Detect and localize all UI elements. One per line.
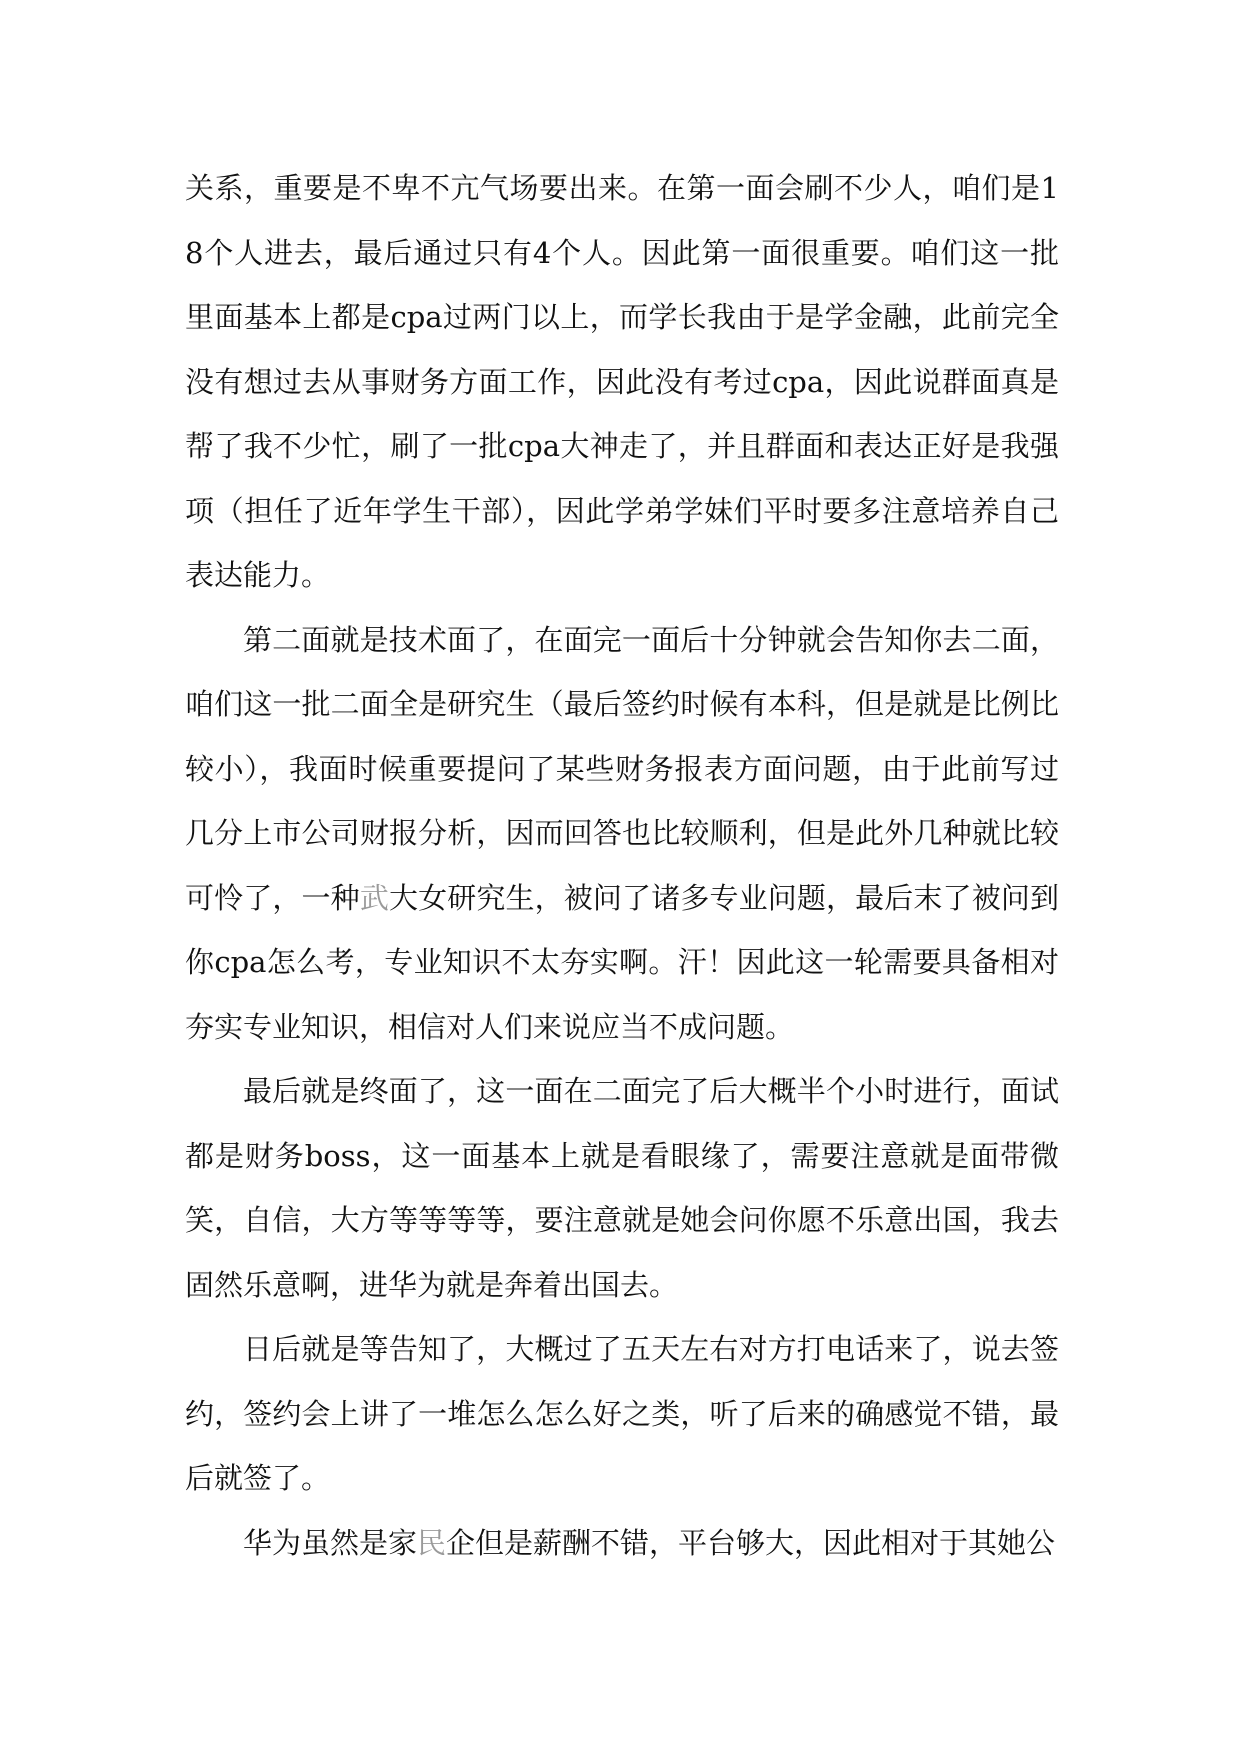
paragraph-2 — [185, 608, 1059, 1060]
paragraph-4: 日后就是等告知了，大概过了五天左右对方打电话来了，说去签约，签约会上讲了一堆怎么怎么好之类，听了后来的确感觉不错，最后就签了。 — [185, 1332, 1059, 1495]
paragraph-2-faint-character: 武 — [359, 880, 389, 915]
document-body — [185, 156, 1059, 1575]
paragraph-5 — [185, 1511, 1059, 1576]
paragraph-1: 关系，重要是不卑不亢气场要出来。在第一面会刷不少人，咱们是18个人进去，最后通过只有4个人。因此第一面很重要。咱们这一批里面基本上都是cpa过两门以上，而学长我由于是学金融，此前完全没有想过去从事财务方面工作，因此没有考过cpa，因此说群面真是帮了我不少忙，刷了一批cpa大神走了，并且群面和表达正好是我强项（担任了近年学生干部），因此学弟学妹们平时要多注意培养自己表达能力。 — [185, 171, 1059, 592]
paragraph-2-text-before: 第二面就是技术面了，在面完一面后十分钟就会告知你去二面，咱们这一批二面全是研究生（最后签约时候有本科，但是就是比例比较小），我面时候重要提问了某些财务报表方面问题，由于此前写过几分上市公司财报分析，因而回答也比较顺利，但是此外几种就比较可怜了，一种 — [185, 622, 1059, 915]
paragraph-3: 最后就是终面了，这一面在二面完了后大概半个小时进行，面试都是财务boss，这一面基本上就是看眼缘了，需要注意就是面带微笑，自信，大方等等等等，要注意就是她会问你愿不乐意出国，我去固然乐意啊，进华为就是奔着出国去。 — [185, 1074, 1059, 1302]
paragraph-5-faint-character: 民 — [417, 1525, 447, 1560]
paragraph-2-text-after: 大女研究生，被问了诸多专业问题，最后末了被问到你cpa怎么考，专业知识不太夯实啊。汗！因此这一轮需要具备相对夯实专业知识，相信对人们来说应当不成问题。 — [185, 880, 1059, 1044]
paragraph-5-text-after: 企但是薪酬不错，平台够大，因此相对于其她公 — [446, 1525, 1056, 1560]
paragraph-5-text-before: 华为虽然是家 — [243, 1525, 418, 1560]
